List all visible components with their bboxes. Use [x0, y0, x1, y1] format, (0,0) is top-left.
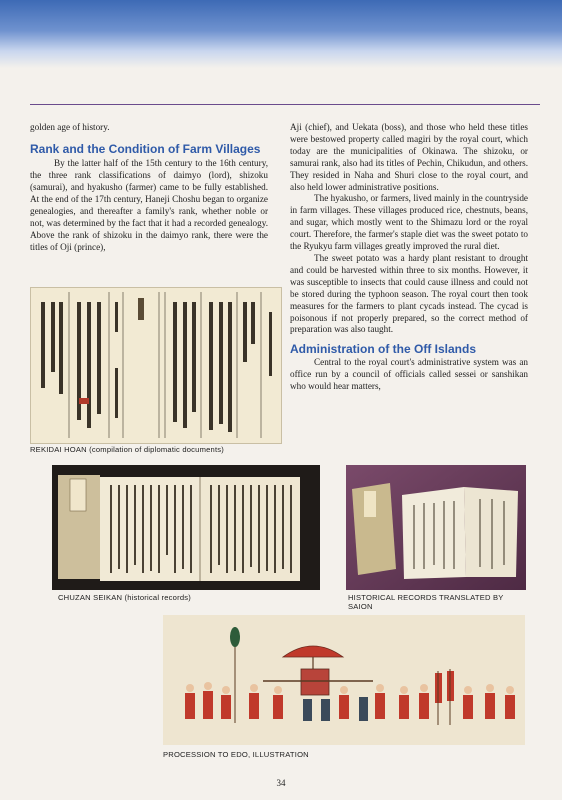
- page-number: 34: [276, 778, 286, 788]
- caption-chuzan: CHUZAN SEIKAN (historical records): [58, 593, 191, 602]
- rekidai-hoan-photo: [30, 287, 282, 444]
- intro-line: golden age of history.: [30, 122, 110, 132]
- header-rule: [30, 104, 540, 105]
- section-heading-rank: Rank and the Condition of Farm Villages: [30, 141, 261, 156]
- caption-procession: PROCESSION TO EDO, ILLUSTRATION: [163, 750, 309, 759]
- paragraph-sweet-potato: The sweet potato was a hardy plant resistant to drought and could be harvested within three to six months. However, it was susceptible to insects that could cause illness and could not be stored during the typhoon season. The royal court then took measures for the farmers to plant cycads instead. The cycad is poisonous if not properly prepared, so the correct method of preparation was also taught.: [290, 252, 528, 335]
- procession-svg: [163, 615, 525, 745]
- paragraph-rank: By the latter half of the 15th century to the 16th century, the three rank classifications of daimyo (lord), shizoku (samurai), and hyakusho (farmer) came to be fully established. At the end of the 17th century, Haneji Choshu began to organize genealogies, and thereafter a family's rank, whether noble or not, was determined by the fact that it had a recorded genealogy. Above the rank of shizoku in the daimyo rank, there were the titles of Oji (prince),: [30, 158, 268, 252]
- historical-records-photo: [346, 465, 526, 590]
- right-column: [290, 122, 528, 393]
- historical-book-svg: [346, 465, 526, 590]
- paragraph-titles: Aji (chief), and Uekata (boss), and those who held these titles were bestowed property called magiri by the royal court, which today are the municipalities of Okinawa. The shizoku, or samurai rank, also had its titles of Pechin, Chikudun, and others. They resided in Naha and Shuri close to the royal court, and also held lower administrative positions.: [290, 122, 528, 192]
- header-gradient-band: [0, 0, 562, 68]
- chuzan-seikan-photo: [52, 465, 320, 590]
- caption-rekidai: REKIDAI HOAN (compilation of diplomatic documents): [30, 445, 225, 454]
- rekidai-document-svg: [31, 288, 281, 443]
- procession-illustration: [163, 615, 525, 745]
- paragraph-administration: Central to the royal court's administrative system was an office run by a council of officials called sessei or sanshikan who would hear matters,: [290, 356, 528, 391]
- paragraph-farmers: The hyakusho, or farmers, lived mainly in the countryside in farm villages. These villages produced rice, chestnuts, beans, and sugar, which mostly went to the Shimazu lord or the royal court. Therefore, the farmer's staple diet was the sweet potato to the Ryukyu farm villages greatly improved the rural diet.: [290, 193, 528, 252]
- chuzan-book-svg: [52, 465, 320, 590]
- caption-historical: HISTORICAL RECORDS TRANSLATED BY SAION: [348, 593, 504, 611]
- left-column: [30, 122, 268, 254]
- section-heading-off-islands: Administration of the Off Islands: [290, 342, 477, 357]
